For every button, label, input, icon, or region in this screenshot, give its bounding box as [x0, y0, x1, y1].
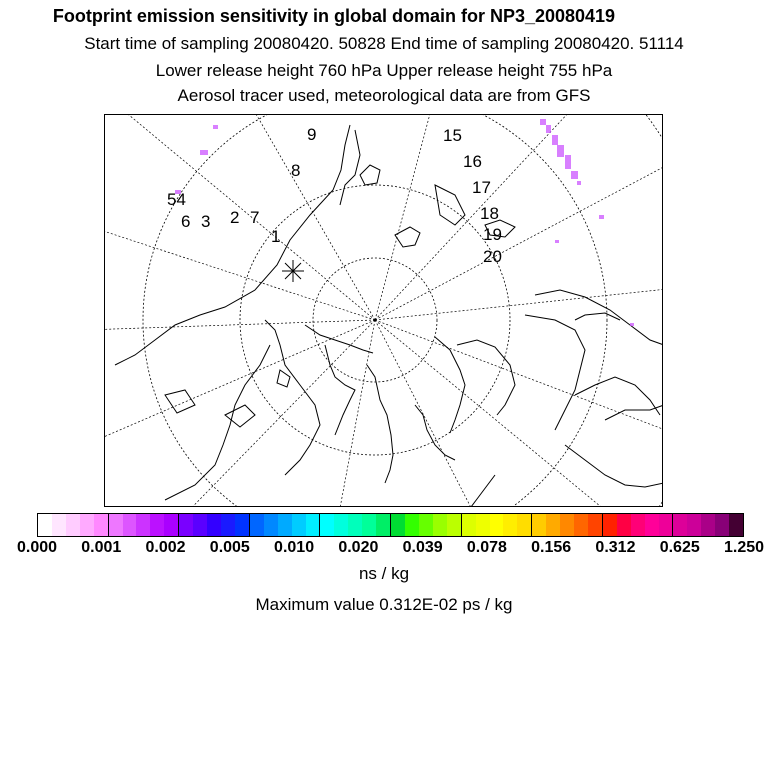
colorbar-tick-label: 0.010	[274, 539, 315, 556]
colorbar-units: ns / kg	[358, 564, 410, 583]
colorbar-cell	[603, 514, 617, 536]
colorbar-cell	[673, 514, 687, 536]
sensitivity-field	[175, 119, 634, 326]
colorbar-cell	[405, 514, 419, 536]
colorbar-cell	[264, 514, 278, 536]
colorbar-cell	[38, 514, 52, 536]
colorbar-cell	[221, 514, 235, 536]
traj-label-1: 1	[271, 227, 281, 246]
traj-label-7: 7	[250, 208, 260, 227]
colorbar-cell	[123, 514, 137, 536]
colorbar-tick-label: 0.156	[531, 539, 572, 556]
maximum-value: Maximum value 0.312E-02 ps / kg	[255, 595, 513, 614]
traj-label-17: 17	[472, 178, 491, 197]
colorbar-cell	[150, 514, 164, 536]
colorbar-cell	[687, 514, 701, 536]
colorbar-cell	[80, 514, 94, 536]
colorbar-tick-label: 1.250	[723, 539, 765, 556]
sampling-times: Start time of sampling 20080420. 50828 End time of sampling 20080420. 51114	[84, 34, 684, 53]
map-title: Footprint emission sensitivity in global domain for NP3_20080419	[52, 6, 616, 26]
colorbar-tick-label: 0.312	[595, 539, 636, 556]
traj-label-54: 54	[167, 190, 186, 209]
colorbar-tick-label: 0.020	[338, 539, 379, 556]
colorbar-cell	[574, 514, 588, 536]
traj-label-18: 18	[480, 204, 499, 223]
colorbar-cell	[517, 514, 532, 536]
colorbar-cell	[447, 514, 462, 536]
colorbar-tick-label: 0.005	[209, 539, 250, 556]
colorbar-cell	[715, 514, 729, 536]
colorbar-cell	[292, 514, 306, 536]
colorbar-cell	[94, 514, 109, 536]
colorbar-cell	[207, 514, 221, 536]
traj-label-19: 19	[483, 225, 502, 244]
traj-label-3: 3	[201, 212, 211, 231]
colorbar-cell	[546, 514, 560, 536]
traj-label-2: 2	[230, 208, 240, 227]
colorbar-tick-label: 0.625	[659, 539, 700, 556]
colorbar	[37, 513, 744, 537]
colorbar-cell	[560, 514, 574, 536]
colorbar-cell	[701, 514, 715, 536]
colorbar-cell	[52, 514, 66, 536]
colorbar-cell	[250, 514, 264, 536]
colorbar-cell	[179, 514, 193, 536]
colorbar-cell	[391, 514, 405, 536]
traj-label-6: 6	[181, 212, 191, 231]
colorbar-cell	[235, 514, 250, 536]
lat-circle-50	[105, 115, 663, 507]
colorbar-cell	[729, 514, 743, 536]
map-graticule	[105, 115, 663, 507]
colorbar-cell	[462, 514, 476, 536]
colorbar-cell	[659, 514, 674, 536]
colorbar-cell	[348, 514, 362, 536]
traj-label-20: 20	[483, 247, 502, 266]
colorbar-cell	[334, 514, 348, 536]
colorbar-tick-label: 0.039	[402, 539, 443, 556]
colorbar-tick-label: 0.000	[16, 539, 58, 556]
colorbar-tick-label: 0.002	[145, 539, 186, 556]
traj-label-15: 15	[443, 126, 462, 145]
colorbar-cell	[433, 514, 447, 536]
release-heights: Lower release height 760 hPa Upper release height 755 hPa	[155, 61, 613, 80]
colorbar-cell	[362, 514, 376, 536]
traj-label-16: 16	[463, 152, 482, 171]
colorbar-cell	[136, 514, 150, 536]
colorbar-tick-label: 0.078	[466, 539, 507, 556]
colorbar-tick-label: 0.001	[81, 539, 122, 556]
colorbar-cell	[320, 514, 334, 536]
colorbar-cell	[193, 514, 207, 536]
colorbar-cell	[476, 514, 490, 536]
colorbar-cell	[66, 514, 80, 536]
colorbar-cell	[503, 514, 517, 536]
colorbar-cell	[109, 514, 123, 536]
release-point-marker	[282, 260, 304, 282]
colorbar-cell	[588, 514, 603, 536]
tracer-info: Aerosol tracer used, meteorological data are from GFS	[177, 86, 591, 105]
polar-map	[104, 114, 663, 507]
colorbar-cell	[419, 514, 433, 536]
colorbar-cell	[306, 514, 321, 536]
colorbar-cell	[278, 514, 292, 536]
colorbar-cell	[376, 514, 391, 536]
colorbar-cell	[645, 514, 659, 536]
colorbar-cell	[490, 514, 504, 536]
traj-label-8: 8	[291, 161, 301, 180]
colorbar-cell	[617, 514, 631, 536]
traj-label-9: 9	[307, 125, 317, 144]
colorbar-cell	[164, 514, 179, 536]
colorbar-cell	[532, 514, 546, 536]
colorbar-cell	[631, 514, 645, 536]
